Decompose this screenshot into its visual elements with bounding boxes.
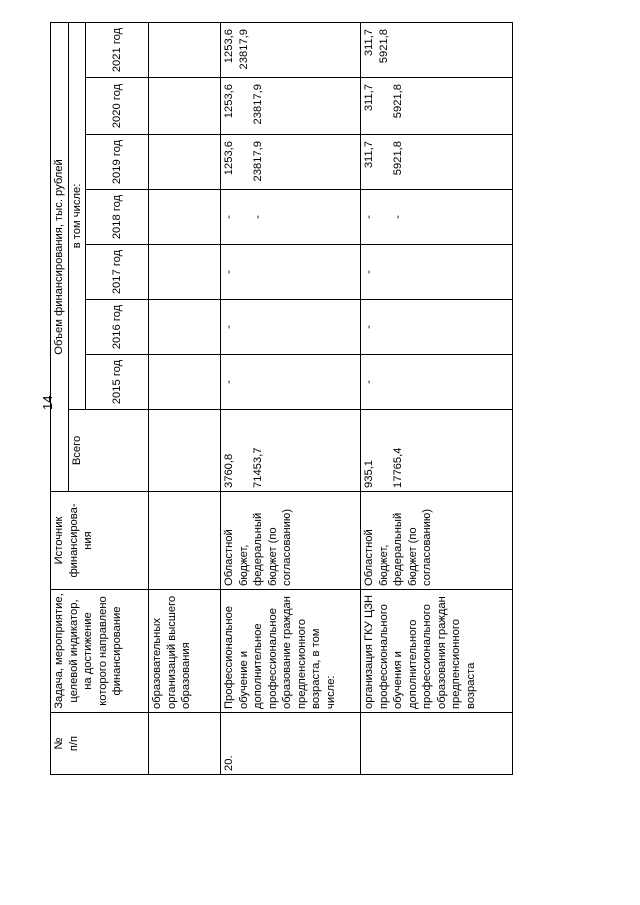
header-year: 2017 год <box>86 245 149 300</box>
financing-table <box>50 22 513 775</box>
cell-year <box>149 190 221 245</box>
cell-task: образовательных организаций высшего образования <box>149 590 221 713</box>
cell-number: 20. <box>221 713 361 775</box>
page-number: 14 <box>40 395 55 410</box>
header-year: 2021 год <box>86 22 149 77</box>
table-row <box>361 22 513 774</box>
header-including: в том числе: <box>68 22 86 409</box>
cell-year <box>149 355 221 410</box>
cell-year <box>149 135 221 190</box>
cell-total <box>149 410 221 492</box>
financing-table-rotated <box>50 23 530 775</box>
cell-year: - <box>221 300 361 355</box>
header-number: № п/п <box>51 713 149 775</box>
cell-year: - <box>361 245 513 300</box>
cell-source <box>149 492 221 590</box>
cell-year: - <box>221 355 361 410</box>
table-row <box>221 22 361 774</box>
cell-year: 311,7 5921,8 <box>361 22 513 77</box>
header-year: 2020 год <box>86 78 149 135</box>
header-source: Источник финансирова-ния <box>51 492 149 590</box>
cell-total: 935,1 17765,4 <box>361 410 513 492</box>
cell-source: Областной бюджет, федеральный бюджет (по согласованию) <box>221 492 361 590</box>
cell-task: Профессиональное обучение и дополнительное профессиональное образование граждан предпенсионного возраста, в том числе: <box>221 590 361 713</box>
cell-year <box>149 22 221 77</box>
cell-year: 311,7 5921,8 <box>361 78 513 135</box>
cell-year: 1253,6 23817,9 <box>221 22 361 77</box>
cell-task: организация ГКУ ЦЗН профессионального обучения и дополнительного профессионального образования граждан предпенсионного возраста <box>361 590 513 713</box>
header-year: 2015 год <box>86 355 149 410</box>
table-row <box>149 22 221 774</box>
header-year: 2018 год <box>86 190 149 245</box>
header-funding: Объем финансирования, тыс. рублей <box>51 22 69 491</box>
header-row-1 <box>51 22 69 774</box>
cell-number <box>361 713 513 775</box>
cell-year: 311,7 5921,8 <box>361 135 513 190</box>
cell-year: - <box>361 300 513 355</box>
cell-year: - <box>361 355 513 410</box>
cell-year: - <box>221 245 361 300</box>
header-task: Задача, мероприятие, целевой индикатор, на достижение которого направлено финансирование <box>51 590 149 713</box>
header-total: Всего <box>68 410 149 492</box>
cell-total: 3760,8 71453,7 <box>221 410 361 492</box>
cell-number <box>149 713 221 775</box>
cell-source: Областной бюджет, федеральный бюджет (по согласованию) <box>361 492 513 590</box>
cell-year: 1253,6 23817,9 <box>221 78 361 135</box>
cell-year: - - <box>221 190 361 245</box>
header-year: 2016 год <box>86 300 149 355</box>
cell-year: - - <box>361 190 513 245</box>
cell-year <box>149 300 221 355</box>
cell-year <box>149 78 221 135</box>
header-year: 2019 год <box>86 135 149 190</box>
cell-year: 1253,6 23817,9 <box>221 135 361 190</box>
cell-year <box>149 245 221 300</box>
